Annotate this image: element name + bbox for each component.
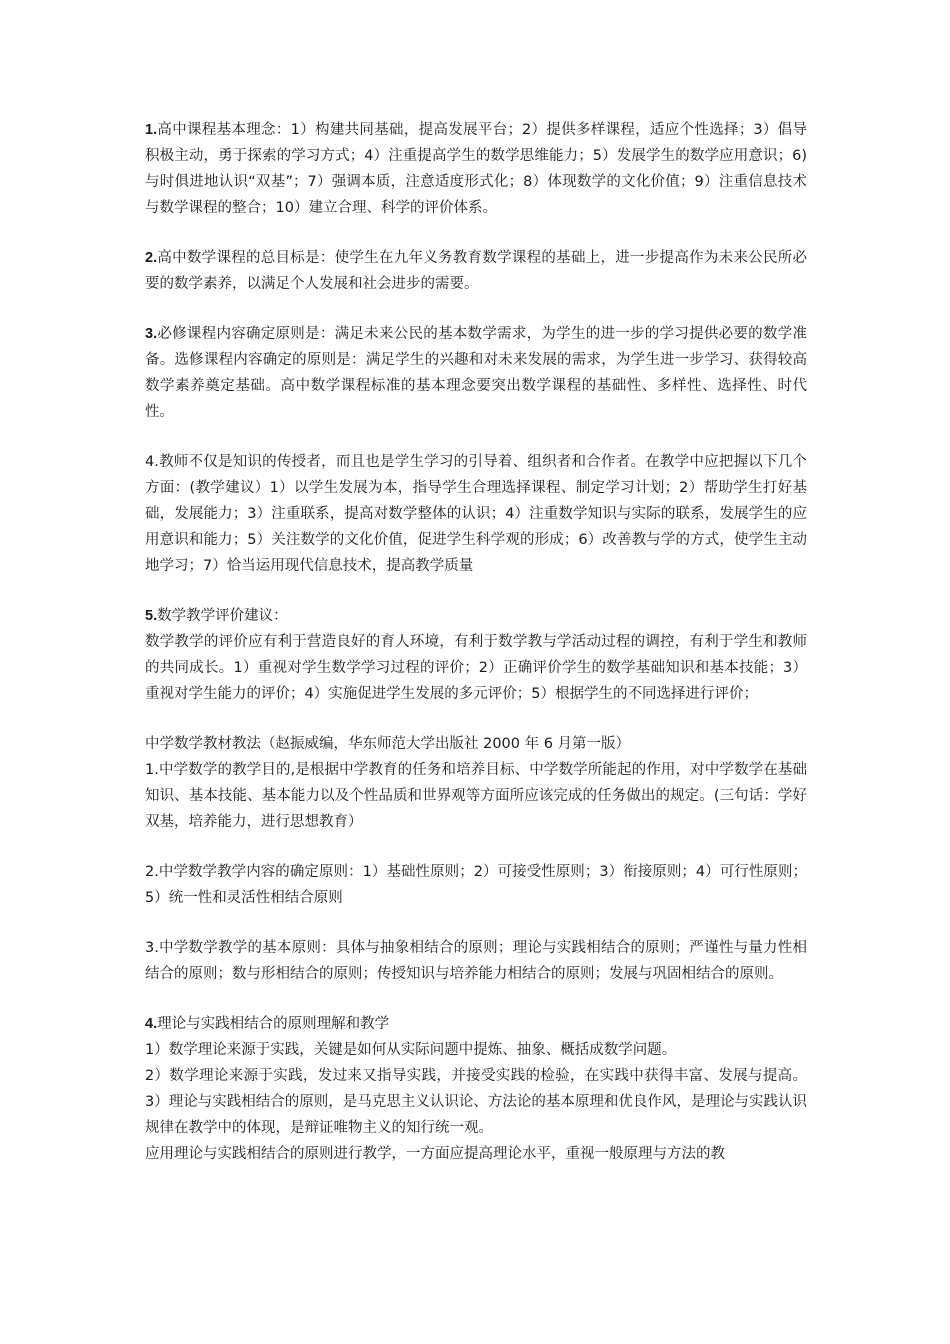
paragraph-number: 5. — [145, 608, 158, 624]
paragraph-text: 应用理论与实践相结合的原则进行教学，一方面应提高理论水平，重视一般原理与方法的教 — [145, 1146, 725, 1162]
paragraph — [145, 1037, 807, 1063]
paragraph-number: 3. — [145, 326, 158, 342]
paragraph-number: 4. — [145, 1016, 158, 1032]
paragraph-text: 数学教学评价建议： — [157, 608, 288, 624]
paragraph-text: 理论与实践相结合的原则理解和教学 — [157, 1016, 390, 1032]
paragraph — [145, 1063, 807, 1141]
paragraph-text: 1.中学数学的教学目的,是根据中学教育的任务和培养目标、中学数学所能起的作用，对中学数学在基础知识、基本技能、基本能力以及个性品质和世界观等方面所应该完成的任务做出的规定。(三句话：学好双基，培养能力，进行思想教育） — [145, 762, 807, 830]
paragraph-text: 1）数学理论来源于实践，关键是如何从实际问题中提炼、抽象、概括成数学问题。 — [145, 1042, 677, 1058]
paragraph-text: 必修课程内容确定原则是：满足未来公民的基本数学需求，为学生的进一步的学习提供必要的数学准备。选修课程内容确定的原则是：满足学生的兴趣和对未来发展的需求，为学生进一步学习、获得较高数学素养奠定基础。高中数学课程标准的基本理念要突出数学课程的基础性、多样性、选择性、时代性。 — [145, 326, 807, 420]
paragraph — [145, 859, 807, 911]
paragraph-text: 2.中学数学教学内容的确定原则：1）基础性原则；2）可接受性原则；3）衔接原则；4）可行性原则；5）统一性和灵活性相结合原则 — [145, 864, 807, 906]
paragraph-text: 高中课程基本理念：1）构建共同基础，提高发展平台；2）提供多样课程，适应个性选择；3）倡导积极主动，勇于探索的学习方式；4）注重提高学生的数学思维能力；5）发展学生的数学应用意识；6)与时俱进地认识“双基”；7）强调本质，注意适度形式化；8）体现数学的文化价值；9）注重信息技术与数学课程的整合；10）建立合理、科学的评价体系。 — [145, 122, 807, 216]
paragraph-text: 中学数学教材教法（赵振威编，华东师范大学出版社 2000 年 6 月第一版） — [145, 736, 631, 752]
document-page — [145, 117, 807, 1167]
paragraph-number: 2. — [145, 250, 158, 266]
paragraph — [145, 935, 807, 987]
paragraph — [145, 449, 807, 579]
paragraph — [145, 245, 807, 297]
paragraph — [145, 731, 807, 757]
paragraph — [145, 1141, 807, 1167]
paragraph — [145, 117, 807, 221]
paragraph — [145, 629, 807, 707]
paragraph-text: 2）数学理论来源于实践，发过来又指导实践，并接受实践的检验，在实践中获得丰富、发展与提高。3）理论与实践相结合的原则，是马克思主义认识论、方法论的基本原理和优良作风，是理论与实践认识规律在教学中的体现，是辩证唯物主义的知行统一观。 — [145, 1068, 807, 1136]
paragraph — [145, 757, 807, 835]
paragraph — [145, 1011, 807, 1037]
paragraph-text: 数学教学的评价应有利于营造良好的育人环境，有利于数学教与学活动过程的调控，有利于学生和教师的共同成长。1）重视对学生数学学习过程的评价；2）正确评价学生的数学基础知识和基本技能；3）重视对学生能力的评价；4）实施促进学生发展的多元评价；5）根据学生的不同选择进行评价； — [145, 634, 807, 702]
paragraph — [145, 603, 807, 629]
paragraph-text: 高中数学课程的总目标是：使学生在九年义务教育数学课程的基础上，进一步提高作为未来公民所必要的数学素养，以满足个人发展和社会进步的需要。 — [145, 250, 807, 292]
paragraph — [145, 321, 807, 425]
paragraph-text: 3.中学数学教学的基本原则：具体与抽象相结合的原则；理论与实践相结合的原则；严谨性与量力性相结合的原则；数与形相结合的原则；传授知识与培养能力相结合的原则；发展与巩固相结合的原则。 — [145, 940, 807, 982]
paragraph-text: 4.教师不仅是知识的传授者，而且也是学生学习的引导着、组织者和合作者。在教学中应把握以下几个方面：(教学建议）1）以学生发展为本，指导学生合理选择课程、制定学习计划；2）帮助学生打好基础，发展能力；3）注重联系，提高对数学整体的认识；4）注重数学知识与实际的联系，发展学生的应用意识和能力；5）关注数学的文化价值，促进学生科学观的形成；6）改善教与学的方式，使学生主动地学习；7）恰当运用现代信息技术，提高教学质量 — [145, 454, 807, 574]
paragraph-number: 1. — [145, 122, 158, 138]
